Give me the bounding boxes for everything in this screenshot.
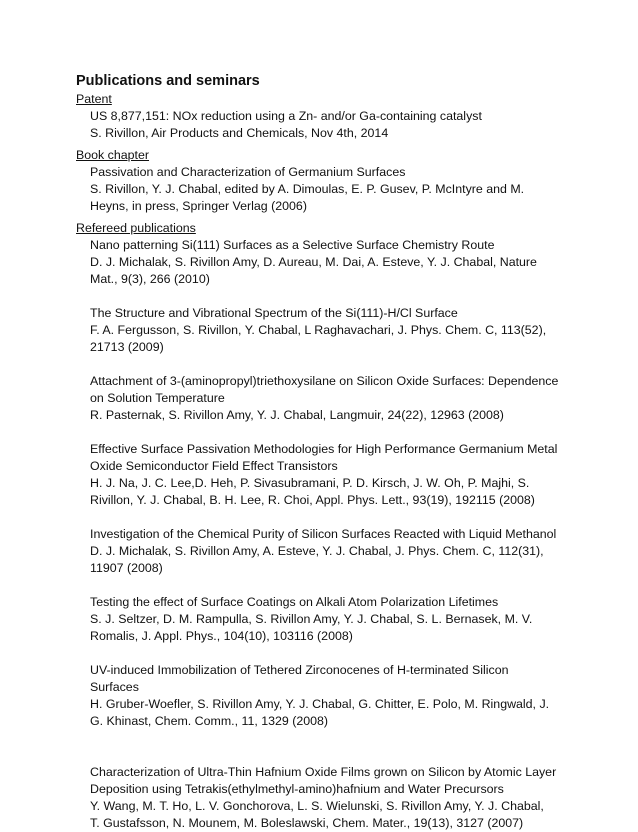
- publication-entry: [76, 441, 596, 509]
- publication-authors: S. J. Seltzer, D. M. Rampulla, S. Rivillon Amy, Y. J. Chabal, S. L. Bernasek, M. V.: [90, 612, 533, 626]
- entry-line: Heyns, in press, Springer Verlag (2006): [90, 199, 307, 213]
- publication-title: UV-induced Immobilization of Tethered Zirconocenes of H-terminated Silicon: [90, 663, 509, 677]
- publication-citation: 21713 (2009): [90, 340, 164, 354]
- publication-title: Surfaces: [90, 680, 139, 694]
- publication-title: on Solution Temperature: [90, 391, 225, 405]
- publication-authors: H. Gruber-Woefler, S. Rivillon Amy, Y. J. Chabal, G. Chitter, E. Polo, M. Ringwald, J.: [90, 697, 550, 711]
- publication-entry: [76, 764, 596, 832]
- publication-title: Effective Surface Passivation Methodologies for High Performance Germanium Metal: [90, 442, 558, 456]
- publication-title: Investigation of the Chemical Purity of Silicon Surfaces Reacted with Liquid Methanol: [90, 527, 557, 541]
- publication-entry: [76, 373, 596, 424]
- book-chapter-section: [76, 147, 596, 215]
- patent-section: [76, 91, 596, 142]
- publication-entry: [76, 526, 596, 577]
- publication-citation: T. Gustafsson, N. Mounem, M. Boleslawski, Chem. Mater., 19(13), 3127 (2007): [90, 816, 524, 830]
- publication-entry: [76, 305, 596, 356]
- entry-line: S. Rivillon, Air Products and Chemicals, Nov 4th, 2014: [90, 126, 389, 140]
- entry-line: S. Rivillon, Y. J. Chabal, edited by A. Dimoulas, E. P. Gusev, P. McIntyre and M.: [90, 182, 525, 196]
- publication-citation: 11907 (2008): [90, 561, 163, 575]
- book-chapter-heading: Book chapter: [76, 148, 150, 162]
- publication-authors: Y. Wang, M. T. Ho, L. V. Gonchorova, L. S. Wielunski, S. Rivillon Amy, Y. J. Chabal,: [90, 799, 544, 813]
- refereed-heading: Refereed publications: [76, 221, 196, 235]
- refereed-section: [76, 220, 596, 832]
- publication-title: Deposition using Tetrakis(ethylmethyl-amino)hafnium and Water Precursors: [90, 782, 504, 796]
- publication-authors: F. A. Fergusson, S. Rivillon, Y. Chabal, L Raghavachari, J. Phys. Chem. C, 113(52),: [90, 323, 547, 337]
- publication-entry: [76, 237, 596, 288]
- publication-entry: [76, 662, 596, 730]
- publication-title: Nano patterning Si(111) Surfaces as a Selective Surface Chemistry Route: [90, 238, 495, 252]
- patent-heading: Patent: [76, 92, 112, 106]
- publication-title: Testing the effect of Surface Coatings on Alkali Atom Polarization Lifetimes: [90, 595, 499, 609]
- entry-line: Passivation and Characterization of Germanium Surfaces: [90, 165, 406, 179]
- publication-authors: D. J. Michalak, S. Rivillon Amy, D. Aureau, M. Dai, A. Esteve, Y. J. Chabal, Nature: [90, 255, 537, 269]
- publication-citation: G. Khinast, Chem. Comm., 11, 1329 (2008): [90, 714, 329, 728]
- publication-title: Attachment of 3-(aminopropyl)triethoxysilane on Silicon Oxide Surfaces: Dependence: [90, 374, 559, 388]
- page-title: Publications and seminars: [76, 73, 260, 89]
- publication-title: Characterization of Ultra-Thin Hafnium Oxide Films grown on Silicon by Atomic Layer: [90, 765, 557, 779]
- publication-authors: R. Pasternak, S. Rivillon Amy, Y. J. Chabal, Langmuir, 24(22), 12963 (2008): [90, 408, 504, 422]
- publication-entry: [76, 594, 596, 645]
- book-chapter-entry: [76, 164, 596, 215]
- publication-authors: H. J. Na, J. C. Lee,D. Heh, P. Sivasubramani, P. D. Kirsch, J. W. Oh, P. Majhi, S.: [90, 476, 530, 490]
- publication-citation: Rivillon, Y. J. Chabal, B. H. Lee, R. Choi, Appl. Phys. Lett., 93(19), 192115 (2008): [90, 493, 535, 507]
- publication-title: The Structure and Vibrational Spectrum of the Si(111)-H/Cl Surface: [90, 306, 458, 320]
- publication-title: Oxide Semiconductor Field Effect Transistors: [90, 459, 338, 473]
- publication-citation: Mat., 9(3), 266 (2010): [90, 272, 210, 286]
- publication-citation: Romalis, J. Appl. Phys., 104(10), 103116 (2008): [90, 629, 353, 643]
- publication-authors: D. J. Michalak, S. Rivillon Amy, A. Esteve, Y. J. Chabal, J. Phys. Chem. C, 112(31),: [90, 544, 544, 558]
- patent-entry: [76, 108, 596, 142]
- entry-line: US 8,877,151: NOx reduction using a Zn- and/or Ga-containing catalyst: [90, 109, 482, 123]
